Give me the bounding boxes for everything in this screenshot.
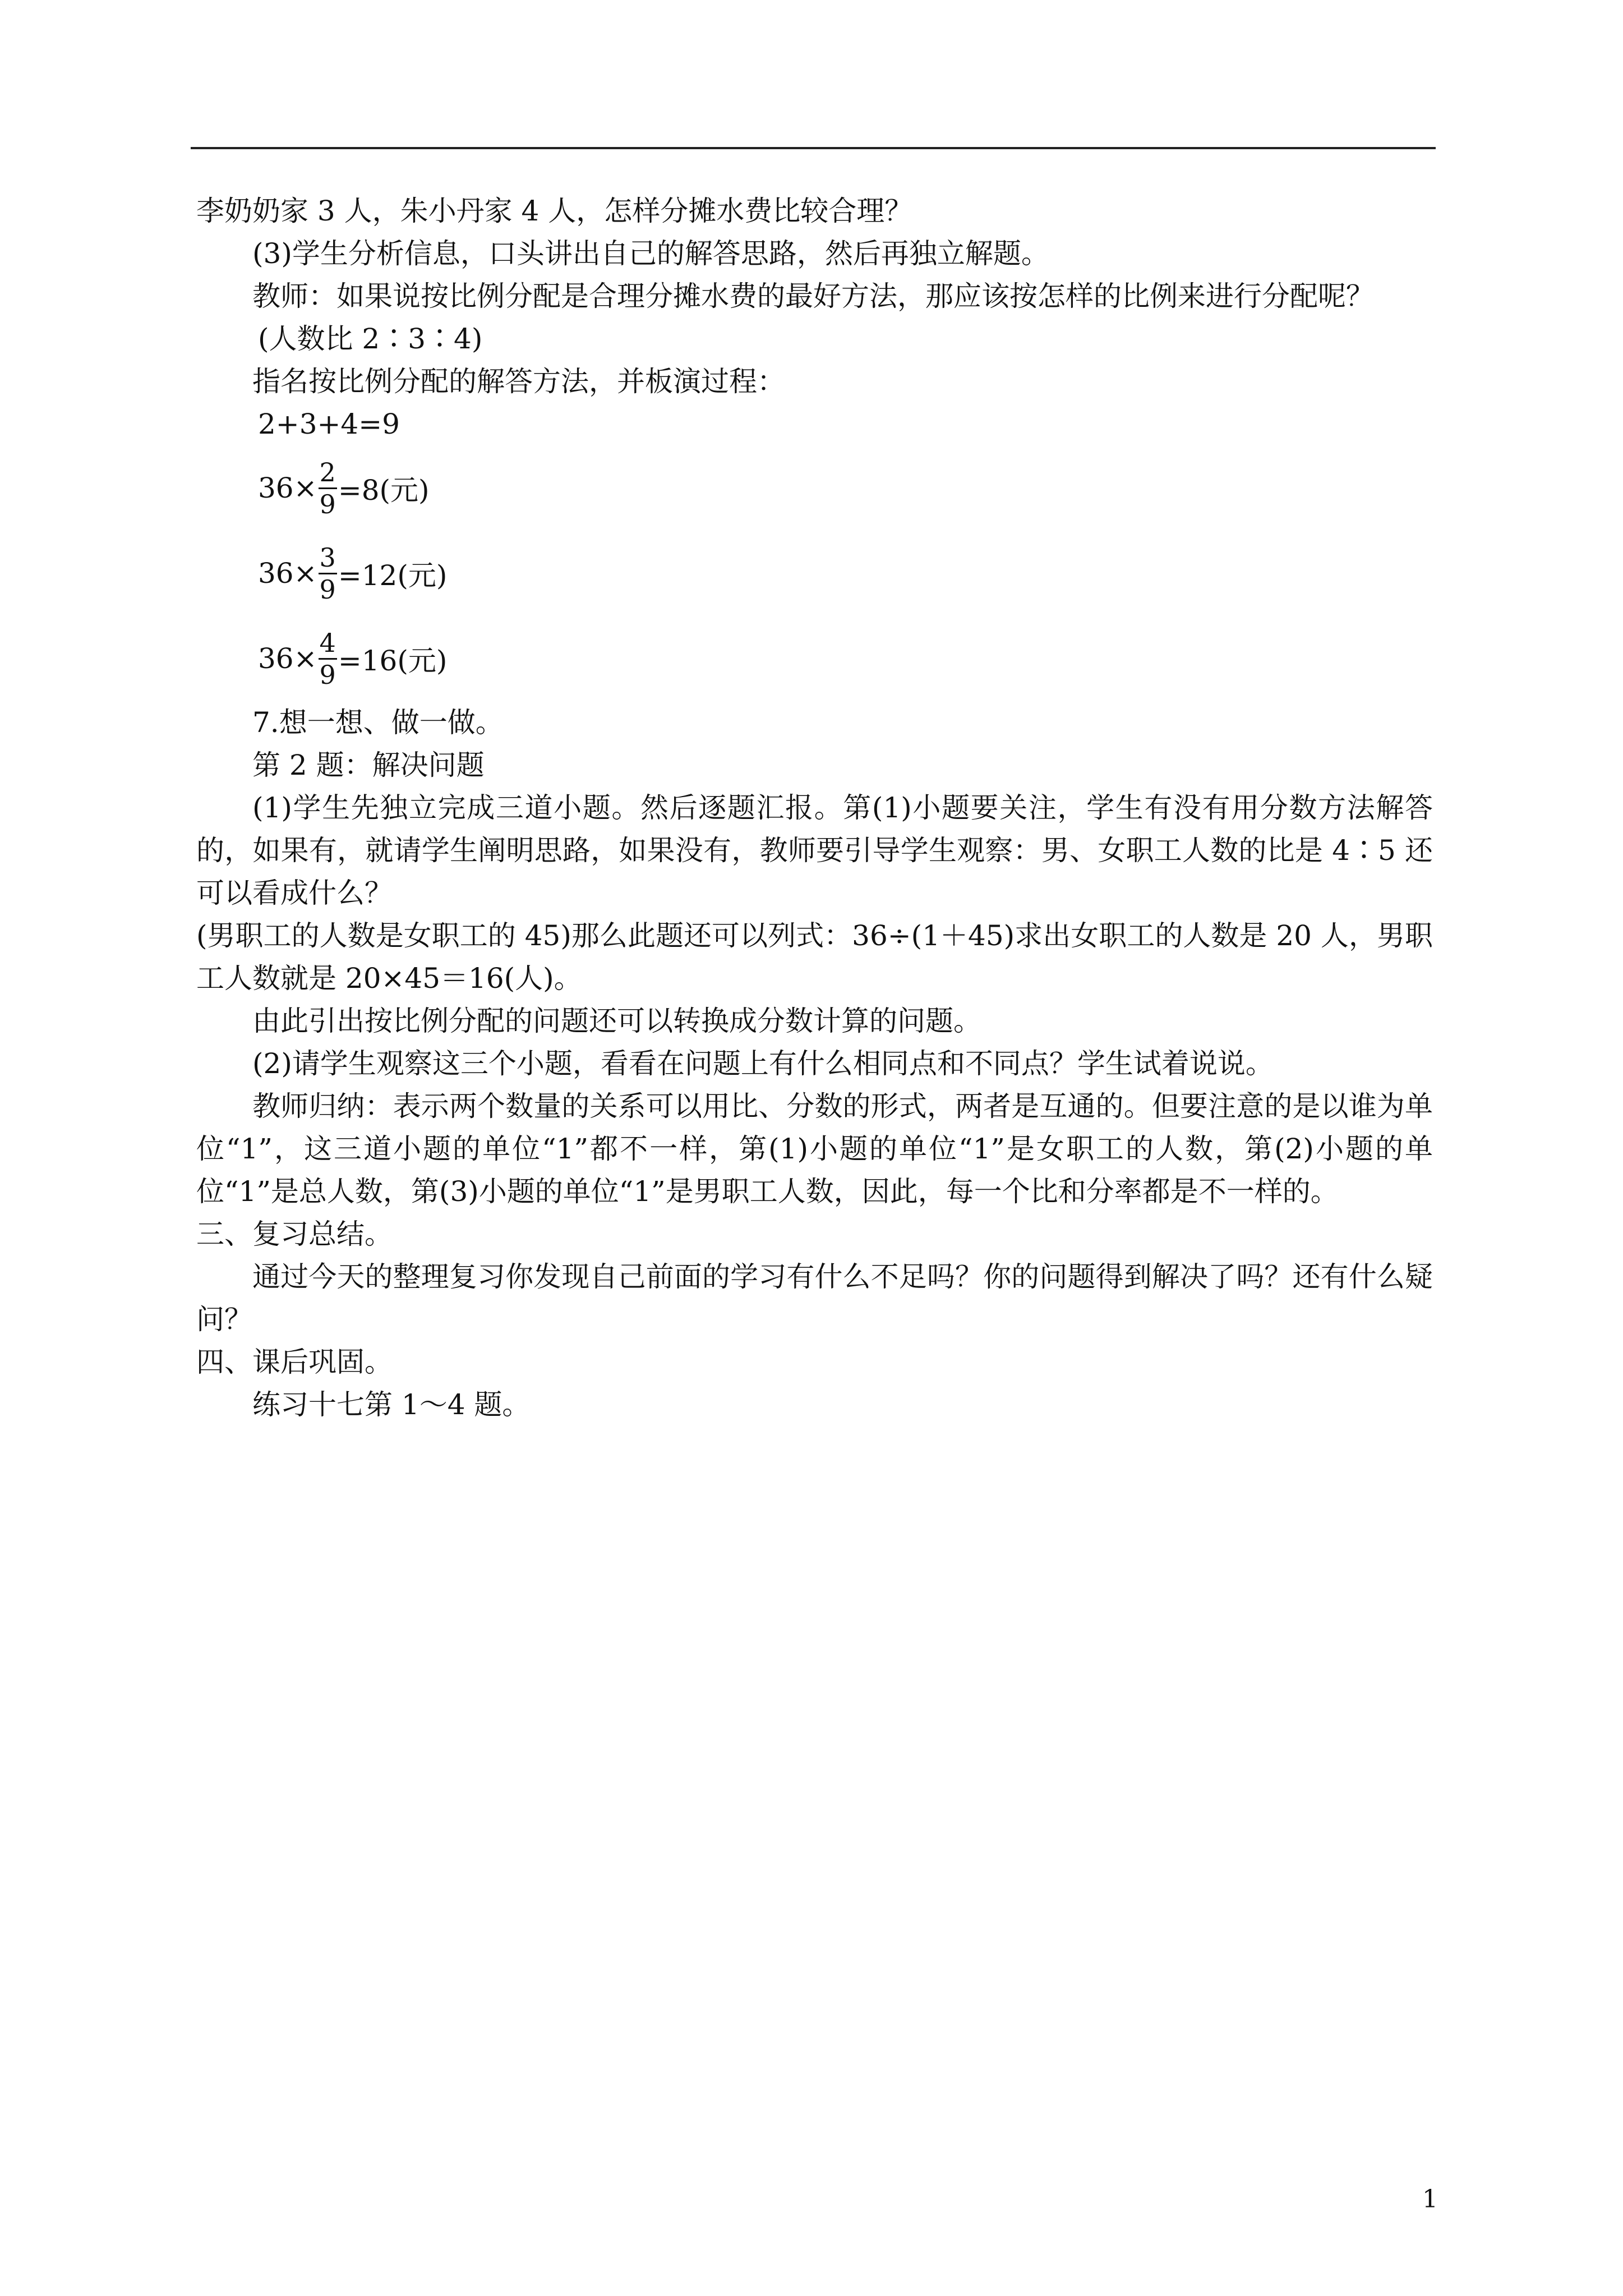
fraction-denominator: 9	[319, 489, 336, 519]
fraction-denominator: 9	[319, 659, 336, 690]
fraction-numerator: 2	[319, 457, 336, 487]
paragraph: (1)学生先独立完成三道小题。然后逐题汇报。第(1)小题要关注，学生有没有用分数方法解答的，如果有，就请学生阐明思路，如果没有，教师要引导学生观察：男、女职工人数的比是 4∶5 还可以看成什么？	[196, 792, 1433, 909]
text-line: 李奶奶家 3 人，朱小丹家 4 人，怎样分摊水费比较合理？	[196, 195, 913, 227]
text-line: 指名按比例分配的解答方法，并板演过程：	[252, 365, 785, 398]
text-line: (2)请学生观察这三个小题，看看在问题上有什么相同点和不同点？学生试着说说。	[252, 1047, 1274, 1080]
paragraph: 教师归纳：表示两个数量的关系可以用比、分数的形式，两者是互通的。但要注意的是以谁为单位“1”，这三道小题的单位“1”都不一样，第(1)小题的单位“1”是女职工的人数，第(2)小题的单位“1”是总人数，第(3)小题的单位“1”是男职工人数，因此，每一个比和分率都是不一样的。	[196, 1090, 1433, 1208]
fraction	[319, 628, 337, 690]
fraction	[319, 457, 337, 519]
page-number: 1	[1422, 2185, 1438, 2214]
fraction-numerator: 4	[319, 627, 336, 658]
section-heading: 四、课后巩固。	[196, 1346, 393, 1378]
equation-sum: 2+3+4=9	[258, 408, 400, 440]
section-heading: 三、复习总结。	[196, 1218, 393, 1250]
fraction-denominator: 9	[319, 574, 336, 605]
paragraph: (男职工的人数是女职工的 45)那么此题还可以列式：36÷(1＋45)求出女职工的人数是 20 人，男职工人数就是 20×45＝16(人)。	[196, 919, 1433, 995]
fraction-numerator: 3	[319, 542, 336, 573]
equation-result: =8(元)	[338, 474, 430, 507]
equation-result: =12(元)	[338, 559, 448, 592]
header-rule	[191, 147, 1436, 149]
text-line: 由此引出按比例分配的问题还可以转换成分数计算的问题。	[252, 1005, 981, 1037]
equation-result: =16(元)	[338, 645, 448, 677]
fraction	[319, 542, 337, 605]
text-line: 练习十七第 1～4 题。	[252, 1388, 531, 1421]
equation-prefix: 36×	[258, 642, 317, 675]
equation-1	[196, 445, 1433, 531]
equation-2	[196, 531, 1433, 616]
text-line: 7.想一想、做一做。	[252, 706, 504, 739]
text-line: (3)学生分析信息，口头讲出自己的解答思路，然后再独立解题。	[252, 237, 1049, 270]
text-line: 教师：如果说按比例分配是合理分摊水费的最好方法，那应该按怎样的比例来进行分配呢？	[252, 280, 1374, 312]
text-line: 第 2 题：解决问题	[252, 749, 485, 781]
equation-3	[196, 616, 1433, 701]
equation-prefix: 36×	[258, 557, 317, 590]
equation-prefix: 36×	[258, 472, 317, 504]
paragraph: 通过今天的整理复习你发现自己前面的学习有什么不足吗？你的问题得到解决了吗？还有什么疑问？	[196, 1260, 1433, 1336]
text-line: (人数比 2∶3∶4)	[258, 323, 483, 355]
document-body	[196, 190, 1433, 1426]
